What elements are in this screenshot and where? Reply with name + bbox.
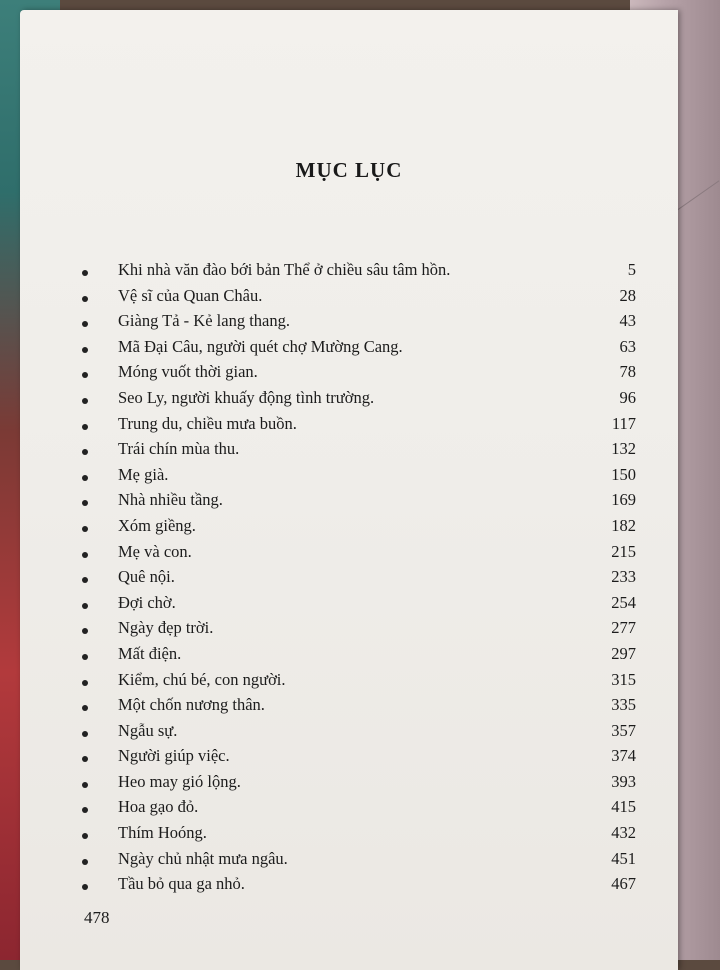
toc-entry [82, 823, 636, 849]
toc-entry-title: Ngày đẹp trời. [118, 618, 214, 638]
bullet-icon [82, 731, 88, 737]
bullet-icon [82, 475, 88, 481]
toc-entry-title: Mất điện. [118, 643, 182, 663]
toc-entry [82, 516, 636, 542]
bullet-icon [82, 424, 88, 430]
bullet-icon [82, 500, 88, 506]
bullet-icon [82, 372, 88, 378]
toc-entry-page: 335 [611, 695, 636, 715]
toc-entry-page: 393 [611, 771, 636, 791]
toc-entry [82, 260, 636, 286]
bullet-icon [82, 321, 88, 327]
toc-entry [82, 772, 636, 798]
toc-entry-page: 150 [611, 464, 636, 484]
book-page [20, 10, 678, 970]
toc-entry-title: Seo Ly, người khuấy động tình trường. [118, 387, 375, 407]
toc-entry-page: 5 [627, 260, 636, 279]
toc-entry [82, 337, 636, 363]
toc-entry [82, 286, 636, 312]
bullet-icon [82, 270, 88, 276]
toc-entry-page: 415 [611, 797, 636, 817]
toc-entry-page: 43 [619, 311, 636, 331]
toc-entry [82, 670, 636, 696]
toc-entry [82, 414, 636, 440]
toc-entry [82, 388, 636, 414]
page-title: MỤC LỤC [295, 158, 403, 182]
bullet-icon [82, 577, 88, 583]
toc-entry-page: 357 [611, 720, 636, 740]
toc-entry-title: Ngẫu sự. [118, 720, 178, 740]
toc-entry [82, 721, 636, 747]
toc-entry [82, 874, 636, 900]
toc-entry-page: 28 [619, 285, 636, 305]
toc-entry-page: 96 [619, 387, 636, 407]
bullet-icon [82, 807, 88, 813]
toc-entry-page: 374 [611, 746, 636, 766]
toc-entry-title: Quê nội. [118, 567, 175, 587]
toc-entry-title: Ngày chủ nhật mưa ngâu. [118, 848, 288, 868]
toc-entry-title: Tầu bỏ qua ga nhỏ. [118, 874, 245, 894]
bullet-icon [82, 552, 88, 558]
toc-entry-title: Vệ sĩ của Quan Châu. [118, 285, 263, 305]
bullet-icon [82, 705, 88, 711]
toc-entry [82, 362, 636, 388]
toc-entry-title: Thím Hoóng. [118, 823, 207, 843]
toc-entry-title: Người giúp việc. [118, 746, 230, 766]
bullet-icon [82, 449, 88, 455]
toc-entry-page: 182 [611, 515, 636, 535]
toc-entry-page: 432 [611, 823, 636, 843]
bullet-icon [82, 782, 88, 788]
toc-entry-title: Mẹ già. [118, 464, 169, 484]
toc-entry [82, 695, 636, 721]
bullet-icon [82, 347, 88, 353]
toc-entry-title: Hoa gạo đỏ. [118, 797, 199, 817]
bullet-icon [82, 833, 88, 839]
page-number: 478 [84, 908, 110, 927]
toc-entry [82, 618, 636, 644]
bullet-icon [82, 526, 88, 532]
toc-entry [82, 746, 636, 772]
toc-entry-title: Đợi chờ. [118, 592, 176, 612]
toc-entry [82, 542, 636, 568]
toc-entry-page: 63 [619, 336, 636, 356]
bullet-icon [82, 680, 88, 686]
toc-entry-title: Heo may gió lộng. [118, 771, 241, 791]
toc-entry-title: Kiểm, chú bé, con người. [118, 669, 286, 689]
toc-entry [82, 567, 636, 593]
toc-entry-page: 169 [611, 490, 636, 510]
toc-entry-page: 315 [611, 669, 636, 689]
toc-entry-title: Xóm giềng. [118, 515, 196, 535]
toc-entry-page: 215 [611, 541, 636, 561]
bullet-icon [82, 628, 88, 634]
toc-entry-page: 254 [611, 592, 636, 612]
toc-entry-page: 467 [611, 874, 636, 894]
toc-entry-title: Trái chín mùa thu. [118, 439, 240, 459]
toc-entry [82, 797, 636, 823]
toc-entry [82, 644, 636, 670]
toc-entry-page: 78 [619, 362, 636, 382]
bullet-icon [82, 756, 88, 762]
bullet-icon [82, 398, 88, 404]
table-of-contents [82, 260, 636, 900]
bullet-icon [82, 884, 88, 890]
toc-entry-page: 277 [611, 618, 636, 638]
toc-entry-title: Khi nhà văn đào bới bản Thể ở chiều sâu tâm hồn. [118, 260, 451, 279]
toc-entry-title: Mẹ và con. [118, 541, 192, 561]
toc-entry [82, 490, 636, 516]
toc-entry [82, 465, 636, 491]
bullet-icon [82, 654, 88, 660]
toc-entry [82, 593, 636, 619]
toc-entry-title: Một chốn nương thân. [118, 695, 265, 715]
toc-entry [82, 849, 636, 875]
toc-entry-page: 233 [611, 567, 636, 587]
toc-entry-title: Mã Đại Câu, người quét chợ Mường Cang. [118, 336, 403, 356]
toc-entry-page: 451 [611, 848, 636, 868]
toc-entry [82, 439, 636, 465]
toc-entry-title: Trung du, chiều mưa buồn. [118, 413, 297, 433]
toc-entry-title: Giàng Tả - Kẻ lang thang. [118, 311, 290, 331]
bullet-icon [82, 296, 88, 302]
bullet-icon [82, 603, 88, 609]
toc-entry-page: 297 [611, 643, 636, 663]
toc-entry-page: 117 [611, 413, 636, 433]
bullet-icon [82, 859, 88, 865]
toc-entry-title: Nhà nhiều tầng. [118, 490, 223, 510]
toc-entry-title: Móng vuốt thời gian. [118, 362, 258, 382]
toc-entry [82, 311, 636, 337]
toc-entry-page: 132 [611, 439, 636, 459]
